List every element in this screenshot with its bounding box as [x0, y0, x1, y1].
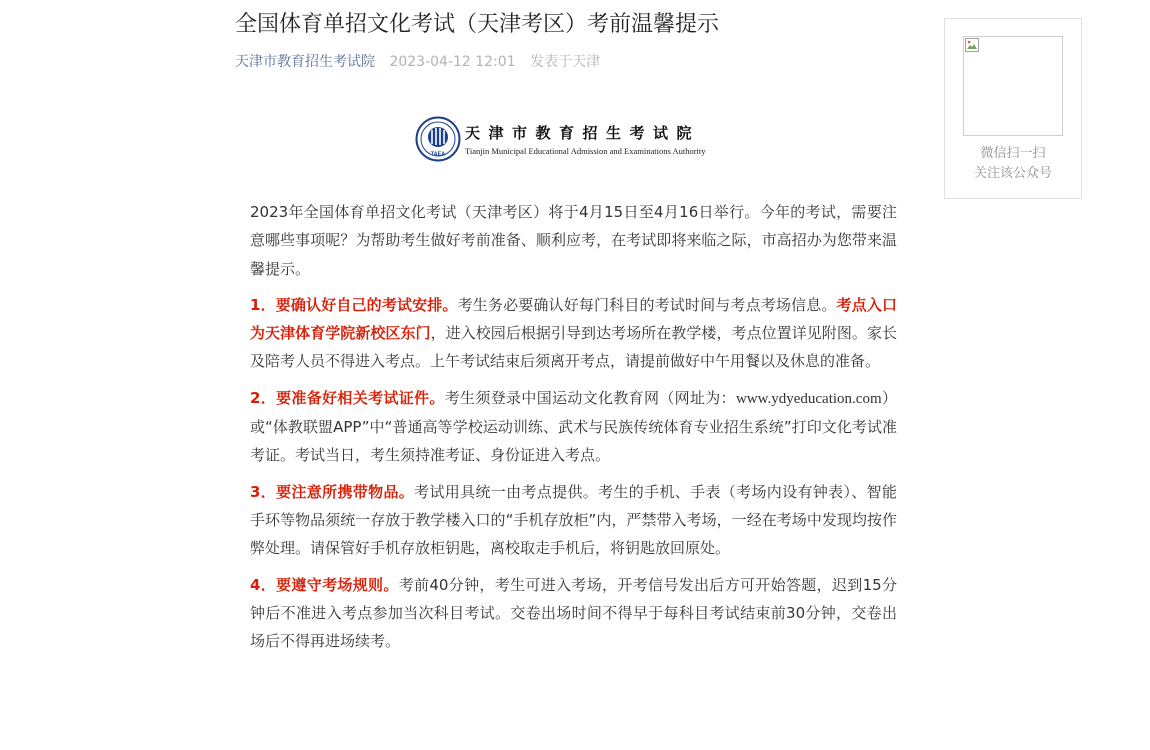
p1-text-a: 考生务必要确认好每门科目的考试时间与考点考场信息。 [457, 295, 837, 314]
p3-text: 考试用具统一由考点提供。考生的手机、手表（考场内设有钟表）、智能手环等物品须统一存放于教学楼入口的“手机存放柜”内，严禁带入考场，一经在考场中发现均按作弊处理。请保管好手机存放柜钥匙，离校取走手机后，将钥匙放回原处。 [250, 482, 897, 558]
publish-location: 发表于天津 [530, 54, 601, 70]
p2-heading: 2．要准备好相关考试证件。 [250, 388, 445, 407]
qr-caption-scan: 微信扫一扫 [980, 146, 1046, 161]
article-meta [235, 51, 900, 73]
paragraph-intro [250, 198, 897, 283]
article-title: 全国体育单招文化考试（天津考区）考前温馨提示 [235, 12, 720, 37]
broken-image-icon [965, 38, 979, 52]
account-name-link[interactable]: 天津市教育招生考试院 [235, 54, 375, 70]
logo-chinese-name: 天津市教育招生考试院 [465, 124, 701, 142]
article [235, 8, 900, 651]
emblem-text: TAEA [430, 151, 446, 158]
emblem-icon [415, 116, 461, 162]
paragraph-2 [250, 384, 897, 470]
logo-english-name: Tianjin Municipal Educational Admission and Examinations Authority [465, 146, 706, 156]
article-body [250, 198, 897, 663]
qr-code-card [944, 18, 1082, 199]
p4-text: 考前40分钟，考生可进入考场，开考信号发出后方可开始答题，迟到15分钟后不准进入考点参加当次科目考试。交卷出场时间不得早于每科目考试结束前30分钟，交卷出场后不得再进场续考。 [250, 575, 897, 651]
p1-text-b: ，进入校园后根据引导到达考场所在教学楼，考点位置详见附图。家长及陪考人员不得进入考点。上午考试结束后须离开考点，请提前做好中午用餐以及休息的准备。 [250, 324, 897, 371]
paragraph-1 [250, 291, 897, 376]
p2-text-b: ）或“体教联盟APP”中“普通高等学校运动训练、武术与民族传统体育专业招生系统”打印文化考试准考证。考试当日，考生须持准考证、身份证进入考点。 [250, 388, 897, 465]
p1-highlight: 考点入口为天津体育学院新校区东门 [250, 295, 897, 343]
organization-logo [415, 116, 725, 166]
intro-text: 2023年全国体育单招文化考试（天津考区）将于4月15日至4月16日举行。今年的考试，需要注意哪些事项呢？为帮助考生做好考前准备、顺利应考，在考试即将来临之际，市高招办为您带来温馨提示。 [250, 203, 897, 278]
paragraph-4 [250, 571, 897, 656]
publish-time: 2023-04-12 12:01 [389, 54, 516, 70]
p3-heading: 3．要注意所携带物品。 [250, 482, 415, 501]
p2-text-a: 考生须登录中国运动文化教育网（网址为： [444, 388, 736, 407]
p4-heading: 4．要遵守考场规则。 [250, 575, 399, 594]
p2-url: www.ydyeducation.com [735, 390, 882, 407]
p1-heading: 1．要确认好自己的考试安排。 [250, 295, 458, 314]
qr-code-image[interactable] [963, 36, 1063, 136]
paragraph-3 [250, 478, 897, 563]
qr-caption-follow: 关注该公众号 [973, 166, 1052, 181]
